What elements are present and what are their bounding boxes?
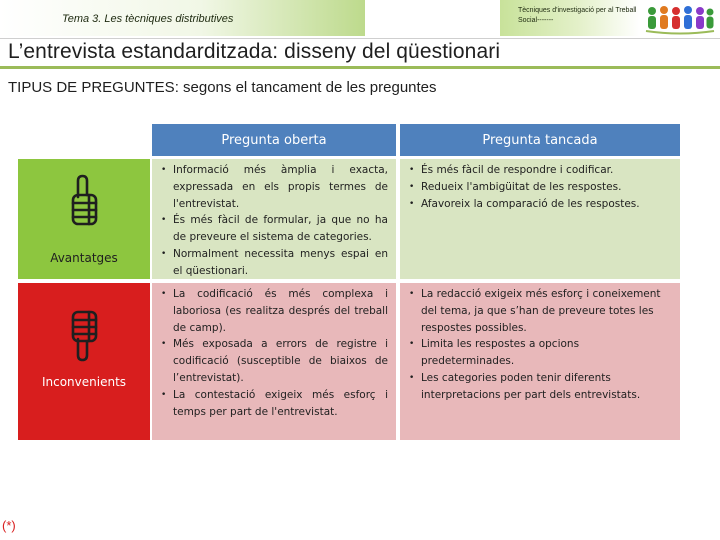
list-item: • Redueix l'ambigüitat de les respostes. (406, 179, 672, 196)
header-divider (0, 38, 720, 39)
row-label-disadvantages (18, 283, 150, 440)
header-course: Tècniques d'investigació per al Treball Social------- (518, 7, 637, 24)
list-item: • Informació més àmplia i exacta, expressada en els propis termes de l'entrevistat. (158, 162, 388, 212)
title-underline (0, 66, 720, 69)
row-label-text: Avantatges (50, 251, 118, 265)
cell-disadvantages-closed (400, 283, 680, 440)
people-logo-icon (644, 2, 716, 36)
list-item: • Més exposada a errors de registre i codificació (susceptible de biaixos de l’entrevistat). (158, 336, 388, 386)
header-topic: Tema 3. Les tècniques distributives (62, 13, 234, 25)
list-item: • La redacció exigeix més esforç i coneixement del tema, ja que s’han de preveure totes les respostes possibles. (406, 286, 672, 336)
cell-advantages-closed (400, 159, 680, 279)
column-header-closed: Pregunta tancada (400, 124, 680, 156)
footnote-marker: (*) (2, 518, 16, 533)
column-header-open: Pregunta oberta (152, 124, 396, 156)
cell-advantages-open (152, 159, 396, 279)
list-item: • És més fàcil de formular, ja que no ha de preveure el sistema de categories. (158, 212, 388, 246)
list-item: • Afavoreix la comparació de les respostes. (406, 196, 672, 213)
slide-title: L’entrevista estandarditzada: disseny del qüestionari (8, 40, 501, 63)
list-item: • La contestació exigeix més esforç i temps per part de l'entrevistat. (158, 387, 388, 421)
row-label-text: Inconvenients (41, 375, 127, 389)
slide-header (0, 0, 720, 42)
thumbs-down-icon (66, 309, 102, 363)
slide-subtitle: TIPUS DE PREGUNTES: segons el tancament de les preguntes (8, 79, 437, 96)
list-item: • Normalment necessita menys espai en el qüestionari. (158, 246, 388, 280)
cell-disadvantages-open (152, 283, 396, 440)
row-label-advantages (18, 159, 150, 279)
list-item: • És més fàcil de respondre i codificar. (406, 162, 672, 179)
thumbs-up-icon (66, 173, 102, 227)
list-item: • Limita les respostes a opcions predeterminades. (406, 336, 672, 370)
list-item: • Les categories poden tenir diferents interpretacions per part dels entrevistats. (406, 370, 672, 404)
list-item: • La codificació és més complexa i laboriosa (es realitza després del treball de camp). (158, 286, 388, 336)
